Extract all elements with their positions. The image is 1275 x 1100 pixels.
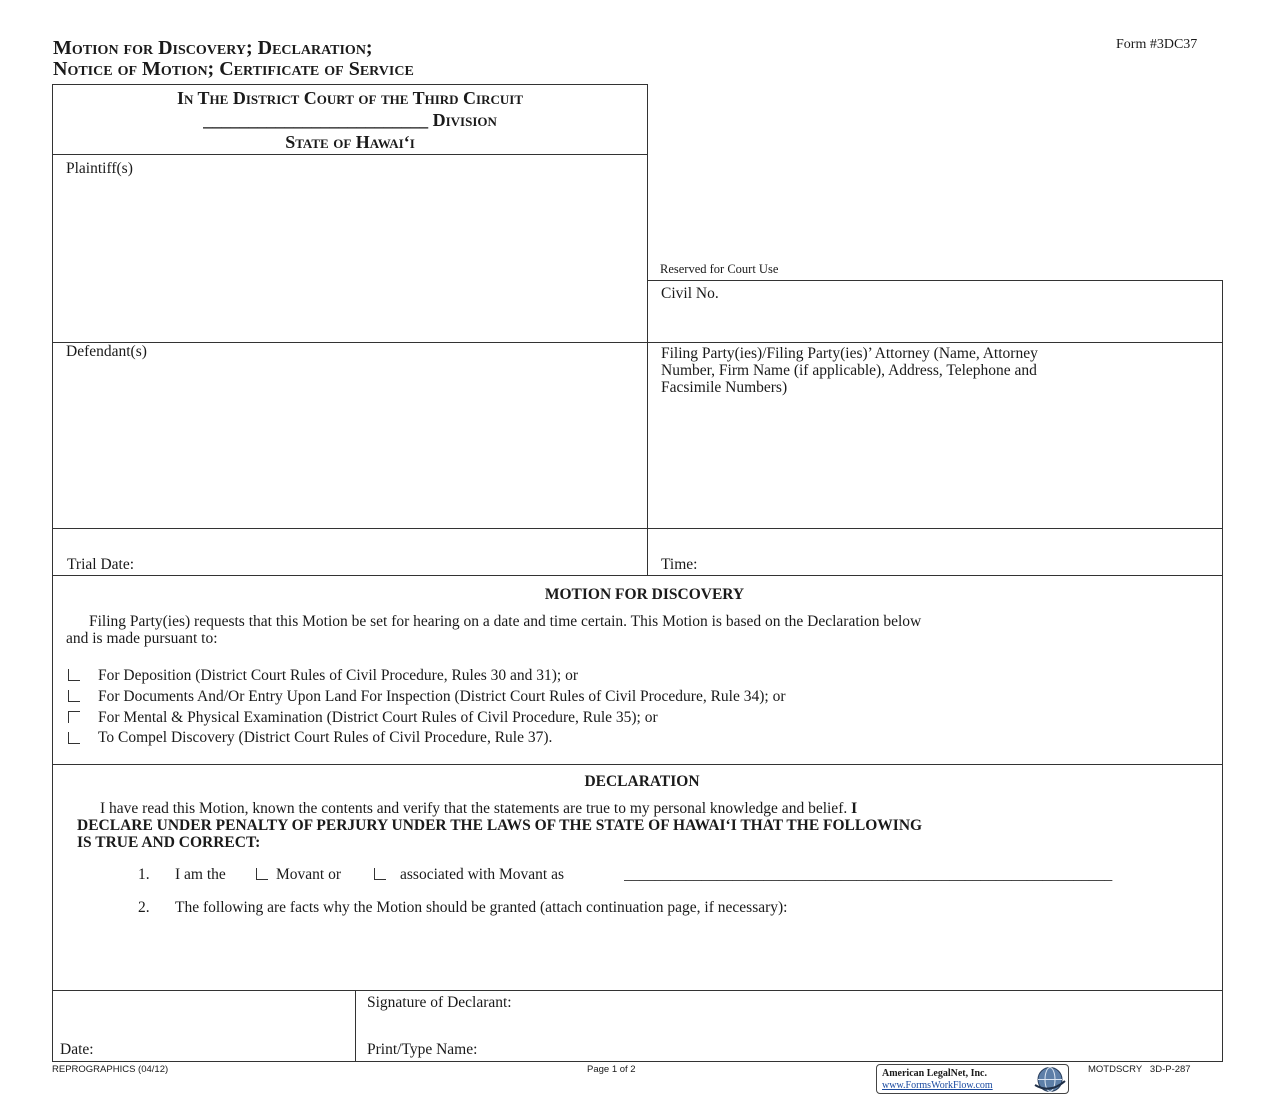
motion-intro-line1: Filing Party(ies) requests that this Motion be set for hearing on a date and time certain. This Motion is based on the Declaration below	[89, 613, 922, 630]
associated-as-field[interactable]: _______________________________________________________________	[624, 866, 1113, 883]
division-blank[interactable]: _________________________	[203, 110, 429, 130]
page-number: Page 1 of 2	[587, 1064, 636, 1075]
form-right-border	[1222, 280, 1223, 1062]
filing-party-field[interactable]	[652, 400, 1218, 524]
filing-party-line1: Filing Party(ies)/Filing Party(ies)’ Attorney (Name, Attorney	[661, 345, 1038, 362]
time-label: Time:	[661, 556, 698, 573]
plaintiffs-label: Plaintiff(s)	[66, 160, 133, 177]
time-field[interactable]	[715, 550, 1215, 572]
plaintiffs-field[interactable]	[56, 178, 644, 338]
civil-no-label: Civil No.	[661, 285, 719, 302]
compel-option: To Compel Discovery (District Court Rules of Civil Procedure, Rule 37).	[98, 729, 553, 746]
associated-label: associated with Movant as	[400, 866, 565, 883]
civil-no-field[interactable]	[740, 284, 1210, 336]
examination-checkbox[interactable]	[68, 711, 80, 723]
motion-heading: MOTION FOR DISCOVERY	[544, 586, 745, 603]
motion-intro-line2: and is made pursuant to:	[66, 630, 218, 647]
date-label: Date:	[60, 1041, 94, 1058]
item1-number: 1.	[138, 866, 150, 883]
civil-no-bottom-line	[647, 342, 1223, 343]
declaration-line3: IS TRUE AND CORRECT:	[77, 834, 261, 851]
documents-option: For Documents And/Or Entry Upon Land For Inspection (District Court Rules of Civil Procedure, Rule 34); or	[98, 688, 786, 705]
declaration-line1	[77, 800, 1217, 817]
court-name: In The District Court of the Third Circuit	[176, 88, 523, 108]
declaration-heading: DECLARATION	[584, 773, 700, 790]
form-title-line1: Motion for Discovery; Declaration;	[53, 37, 373, 59]
declaration-top-line	[52, 764, 1223, 765]
motion-intro	[66, 613, 1216, 647]
declaration-bold-start: I	[851, 800, 858, 817]
item1-prefix: I am the	[175, 866, 226, 883]
civil-no-top-line	[647, 280, 1223, 281]
item2-number: 2.	[138, 899, 150, 916]
item2-text: The following are facts why the Motion should be granted (attach continuation page, if necessary):	[175, 899, 788, 916]
vendor-logo-box[interactable]	[876, 1064, 1069, 1094]
reprographics-label: REPROGRAPHICS (04/12)	[52, 1064, 169, 1075]
division-label: Division	[432, 110, 497, 130]
declaration-text	[77, 800, 1217, 851]
caption-center-divider	[647, 154, 648, 576]
movant-checkbox[interactable]	[256, 868, 268, 880]
motion-top-line	[52, 575, 1223, 576]
date-field[interactable]	[105, 1034, 350, 1058]
form-code: MOTDSCRY 3D-P-287	[1088, 1064, 1191, 1075]
print-name-field[interactable]	[515, 1034, 1215, 1058]
vendor-name: American LegalNet, Inc.	[882, 1068, 987, 1079]
trial-date-label: Trial Date:	[67, 556, 135, 573]
court-state: State of Hawai‘i	[285, 132, 415, 152]
filing-party-label	[661, 345, 1038, 396]
form-title-line2: Notice of Motion; Certificate of Service	[53, 58, 414, 80]
movant-label: Movant or	[276, 866, 342, 883]
facts-field[interactable]	[60, 920, 1215, 986]
trial-date-field[interactable]	[160, 550, 640, 572]
associated-checkbox[interactable]	[374, 868, 386, 880]
filing-party-line3: Facsimile Numbers)	[661, 379, 788, 396]
court-division	[52, 110, 648, 131]
reserved-court-use-label: Reserved for Court Use	[660, 262, 779, 276]
signature-divider	[355, 990, 356, 1062]
vendor-url[interactable]: www.FormsWorkFlow.com	[882, 1080, 993, 1091]
declaration-intro: I have read this Motion, known the contents and verify that the statements are true to my personal knowledge and belief.	[100, 800, 848, 817]
defendants-field[interactable]	[56, 362, 644, 524]
documents-checkbox[interactable]	[68, 690, 80, 702]
form-bottom-line	[52, 1061, 1223, 1062]
examination-option: For Mental & Physical Examination (District Court Rules of Civil Procedure, Rule 35); or	[98, 709, 658, 726]
declaration-line2: DECLARE UNDER PENALTY OF PERJURY UNDER THE LAWS OF THE STATE OF HAWAI‘I THAT THE FOLLOWING	[77, 817, 923, 834]
defendants-label: Defendant(s)	[66, 343, 147, 360]
signature-label: Signature of Declarant:	[367, 994, 512, 1011]
form-title	[53, 38, 414, 80]
compel-checkbox[interactable]	[68, 732, 80, 744]
signature-top-line	[52, 990, 1223, 991]
print-name-label: Print/Type Name:	[367, 1041, 478, 1058]
signature-field[interactable]	[560, 994, 1215, 1024]
form-number: Form #3DC37	[1116, 37, 1198, 52]
globe-icon	[1031, 1066, 1067, 1093]
deposition-option: For Deposition (District Court Rules of Civil Procedure, Rules 30 and 31); or	[98, 667, 579, 684]
form-left-border	[52, 154, 53, 1062]
caption-bottom-line	[52, 528, 1223, 529]
deposition-checkbox[interactable]	[68, 669, 80, 681]
filing-party-line2: Number, Firm Name (if applicable), Address, Telephone and	[661, 362, 1037, 379]
